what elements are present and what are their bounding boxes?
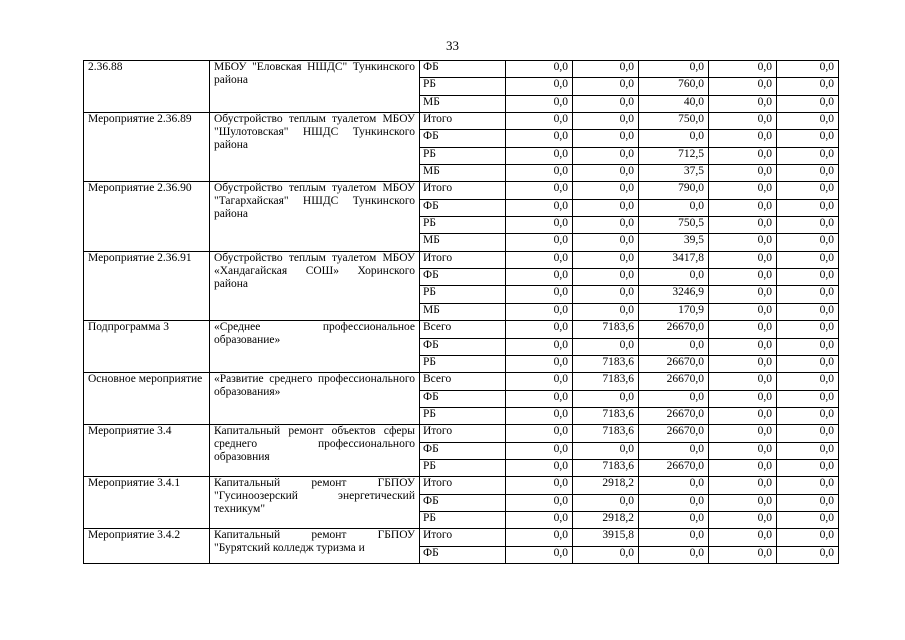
amount-cell: 0,0 [777, 425, 839, 442]
amount-cell: 0,0 [777, 199, 839, 216]
amount-cell: 0,0 [573, 217, 639, 234]
amount-cell: 0,0 [573, 95, 639, 112]
amount-cell: 0,0 [506, 147, 573, 164]
amount-cell: 0,0 [573, 442, 639, 459]
amount-cell: 0,0 [709, 373, 777, 390]
amount-cell: 0,0 [709, 407, 777, 424]
amount-cell: 0,0 [639, 269, 709, 286]
amount-cell: 0,0 [709, 321, 777, 338]
amount-cell: 0,0 [777, 390, 839, 407]
amount-cell: 0,0 [709, 61, 777, 78]
amount-cell: 0,0 [777, 459, 839, 476]
amount-cell: 0,0 [777, 546, 839, 563]
amount-cell: 0,0 [506, 217, 573, 234]
amount-cell: 0,0 [639, 529, 709, 546]
amount-cell: 0,0 [506, 95, 573, 112]
funding-source: РБ [420, 286, 506, 303]
amount-cell: 0,0 [709, 494, 777, 511]
activity-description: Обустройство теплым туалетом МБОУ "Шулотовская" НШДС Тункинского района [210, 113, 420, 182]
funding-source: МБ [420, 234, 506, 251]
amount-cell: 0,0 [709, 113, 777, 130]
amount-cell: 0,0 [573, 165, 639, 182]
amount-cell: 0,0 [506, 165, 573, 182]
table-row [84, 529, 839, 546]
funding-source: Итого [420, 425, 506, 442]
activity-description: Капитальный ремонт ГБПОУ "Гусиноозерский энергетический техникум" [210, 477, 420, 529]
amount-cell: 0,0 [709, 355, 777, 372]
amount-cell: 0,0 [506, 234, 573, 251]
amount-cell: 0,0 [639, 390, 709, 407]
amount-cell: 0,0 [777, 494, 839, 511]
amount-cell: 0,0 [506, 390, 573, 407]
amount-cell: 0,0 [639, 477, 709, 494]
amount-cell: 0,0 [777, 321, 839, 338]
amount-cell: 0,0 [709, 182, 777, 199]
amount-cell: 0,0 [777, 407, 839, 424]
amount-cell: 0,0 [709, 529, 777, 546]
activity-description: «Среднее профессиональное образование» [210, 321, 420, 373]
amount-cell: 0,0 [709, 199, 777, 216]
amount-cell: 0,0 [709, 425, 777, 442]
amount-cell: 0,0 [506, 511, 573, 528]
amount-cell: 0,0 [506, 494, 573, 511]
activity-name: Мероприятие 3.4.2 [84, 529, 210, 564]
activity-description: МБОУ "Еловская НШДС" Тункинского района [210, 61, 420, 113]
funding-source: ФБ [420, 442, 506, 459]
amount-cell: 0,0 [777, 147, 839, 164]
amount-cell: 0,0 [709, 130, 777, 147]
amount-cell: 760,0 [639, 78, 709, 95]
amount-cell: 7183,6 [573, 425, 639, 442]
activity-name: Основное мероприятие [84, 373, 210, 425]
funding-source: МБ [420, 95, 506, 112]
amount-cell: 0,0 [777, 286, 839, 303]
amount-cell: 26670,0 [639, 407, 709, 424]
amount-cell: 712,5 [639, 147, 709, 164]
amount-cell: 0,0 [573, 338, 639, 355]
table-row [84, 251, 839, 268]
amount-cell: 0,0 [506, 78, 573, 95]
amount-cell: 0,0 [639, 442, 709, 459]
amount-cell: 26670,0 [639, 355, 709, 372]
funding-source: ФБ [420, 269, 506, 286]
funding-source: РБ [420, 217, 506, 234]
table-row [84, 373, 839, 390]
activity-description: Капитальный ремонт ГБПОУ "Бурятский колледж туризма и [210, 529, 420, 564]
amount-cell: 26670,0 [639, 373, 709, 390]
amount-cell: 750,5 [639, 217, 709, 234]
amount-cell: 750,0 [639, 113, 709, 130]
amount-cell: 0,0 [573, 303, 639, 320]
amount-cell: 0,0 [709, 217, 777, 234]
amount-cell: 0,0 [506, 251, 573, 268]
amount-cell: 0,0 [573, 494, 639, 511]
amount-cell: 0,0 [639, 511, 709, 528]
amount-cell: 0,0 [777, 234, 839, 251]
funding-source: МБ [420, 165, 506, 182]
budget-table [83, 60, 839, 564]
page-number: 33 [446, 38, 459, 53]
amount-cell: 0,0 [709, 165, 777, 182]
funding-source: РБ [420, 459, 506, 476]
funding-source: ФБ [420, 390, 506, 407]
activity-description: Капитальный ремонт объектов сферы среднего профессионального образовния [210, 425, 420, 477]
amount-cell: 0,0 [777, 78, 839, 95]
amount-cell: 37,5 [639, 165, 709, 182]
funding-source: ФБ [420, 494, 506, 511]
amount-cell: 0,0 [639, 546, 709, 563]
amount-cell: 0,0 [709, 78, 777, 95]
amount-cell: 7183,6 [573, 355, 639, 372]
amount-cell: 0,0 [709, 269, 777, 286]
activity-name: Подпрограмма 3 [84, 321, 210, 373]
activity-name: Мероприятие 2.36.90 [84, 182, 210, 251]
amount-cell: 0,0 [573, 390, 639, 407]
funding-source: Итого [420, 251, 506, 268]
amount-cell: 0,0 [573, 182, 639, 199]
amount-cell: 0,0 [709, 147, 777, 164]
amount-cell: 0,0 [506, 269, 573, 286]
funding-source: РБ [420, 511, 506, 528]
amount-cell: 0,0 [506, 459, 573, 476]
amount-cell: 0,0 [573, 113, 639, 130]
amount-cell: 0,0 [709, 442, 777, 459]
amount-cell: 39,5 [639, 234, 709, 251]
amount-cell: 0,0 [709, 390, 777, 407]
amount-cell: 0,0 [709, 477, 777, 494]
amount-cell: 0,0 [709, 303, 777, 320]
amount-cell: 2918,2 [573, 477, 639, 494]
amount-cell: 170,9 [639, 303, 709, 320]
amount-cell: 0,0 [506, 182, 573, 199]
amount-cell: 7183,6 [573, 321, 639, 338]
amount-cell: 0,0 [573, 199, 639, 216]
amount-cell: 0,0 [506, 199, 573, 216]
amount-cell: 790,0 [639, 182, 709, 199]
funding-source: Итого [420, 529, 506, 546]
amount-cell: 0,0 [777, 61, 839, 78]
amount-cell: 0,0 [506, 286, 573, 303]
table-row [84, 425, 839, 442]
amount-cell: 0,0 [573, 251, 639, 268]
amount-cell: 0,0 [506, 407, 573, 424]
amount-cell: 0,0 [506, 113, 573, 130]
activity-description: Обустройство теплым туалетом МБОУ «Хандагайская СОШ» Хоринского района [210, 251, 420, 320]
amount-cell: 0,0 [777, 165, 839, 182]
funding-source: ФБ [420, 130, 506, 147]
amount-cell: 0,0 [709, 546, 777, 563]
amount-cell: 26670,0 [639, 321, 709, 338]
amount-cell: 0,0 [639, 61, 709, 78]
amount-cell: 0,0 [506, 373, 573, 390]
amount-cell: 0,0 [506, 546, 573, 563]
amount-cell: 0,0 [573, 234, 639, 251]
table-row [84, 113, 839, 130]
amount-cell: 0,0 [573, 61, 639, 78]
amount-cell: 0,0 [709, 95, 777, 112]
amount-cell: 0,0 [506, 303, 573, 320]
amount-cell: 0,0 [777, 269, 839, 286]
amount-cell: 7183,6 [573, 459, 639, 476]
amount-cell: 0,0 [573, 130, 639, 147]
amount-cell: 0,0 [506, 425, 573, 442]
amount-cell: 26670,0 [639, 459, 709, 476]
amount-cell: 0,0 [639, 199, 709, 216]
funding-source: МБ [420, 303, 506, 320]
funding-source: РБ [420, 407, 506, 424]
amount-cell: 7183,6 [573, 407, 639, 424]
amount-cell: 0,0 [506, 355, 573, 372]
amount-cell: 2918,2 [573, 511, 639, 528]
funding-source: РБ [420, 78, 506, 95]
funding-source: ФБ [420, 338, 506, 355]
amount-cell: 0,0 [777, 217, 839, 234]
activity-description: «Развитие среднего профессионального образования» [210, 373, 420, 425]
amount-cell: 0,0 [777, 95, 839, 112]
amount-cell: 0,0 [777, 511, 839, 528]
amount-cell: 0,0 [777, 477, 839, 494]
amount-cell: 0,0 [506, 442, 573, 459]
amount-cell: 3417,8 [639, 251, 709, 268]
amount-cell: 0,0 [777, 529, 839, 546]
amount-cell: 0,0 [573, 147, 639, 164]
amount-cell: 3915,8 [573, 529, 639, 546]
amount-cell: 0,0 [506, 529, 573, 546]
amount-cell: 0,0 [573, 269, 639, 286]
amount-cell: 0,0 [573, 286, 639, 303]
activity-name: Мероприятие 3.4.1 [84, 477, 210, 529]
table-row [84, 321, 839, 338]
amount-cell: 0,0 [639, 494, 709, 511]
amount-cell: 3246,9 [639, 286, 709, 303]
amount-cell: 0,0 [709, 251, 777, 268]
table-row [84, 477, 839, 494]
funding-source: Всего [420, 373, 506, 390]
amount-cell: 0,0 [777, 373, 839, 390]
amount-cell: 0,0 [709, 511, 777, 528]
amount-cell: 0,0 [506, 477, 573, 494]
amount-cell: 0,0 [777, 355, 839, 372]
amount-cell: 0,0 [709, 286, 777, 303]
amount-cell: 0,0 [709, 459, 777, 476]
amount-cell: 0,0 [639, 338, 709, 355]
amount-cell: 40,0 [639, 95, 709, 112]
amount-cell: 0,0 [573, 78, 639, 95]
amount-cell: 0,0 [573, 546, 639, 563]
amount-cell: 0,0 [777, 442, 839, 459]
amount-cell: 0,0 [506, 130, 573, 147]
amount-cell: 0,0 [506, 338, 573, 355]
amount-cell: 0,0 [777, 338, 839, 355]
funding-source: Итого [420, 477, 506, 494]
amount-cell: 0,0 [777, 130, 839, 147]
amount-cell: 0,0 [777, 182, 839, 199]
funding-source: ФБ [420, 61, 506, 78]
amount-cell: 0,0 [709, 338, 777, 355]
amount-cell: 0,0 [777, 113, 839, 130]
amount-cell: 0,0 [506, 321, 573, 338]
amount-cell: 7183,6 [573, 373, 639, 390]
activity-name: Мероприятие 3.4 [84, 425, 210, 477]
funding-source: Итого [420, 182, 506, 199]
amount-cell: 0,0 [639, 130, 709, 147]
activity-description: Обустройство теплым туалетом МБОУ "Тагархайская" НШДС Тункинского района [210, 182, 420, 251]
funding-source: ФБ [420, 199, 506, 216]
funding-source: Итого [420, 113, 506, 130]
activity-name: Мероприятие 2.36.91 [84, 251, 210, 320]
funding-source: Всего [420, 321, 506, 338]
funding-source: РБ [420, 355, 506, 372]
amount-cell: 0,0 [506, 61, 573, 78]
amount-cell: 0,0 [777, 251, 839, 268]
funding-source: ФБ [420, 546, 506, 563]
amount-cell: 26670,0 [639, 425, 709, 442]
amount-cell: 0,0 [709, 234, 777, 251]
table-row [84, 182, 839, 199]
activity-name: 2.36.88 [84, 61, 210, 113]
amount-cell: 0,0 [777, 303, 839, 320]
activity-name: Мероприятие 2.36.89 [84, 113, 210, 182]
table-body [84, 61, 839, 564]
funding-source: РБ [420, 147, 506, 164]
table-row [84, 61, 839, 78]
